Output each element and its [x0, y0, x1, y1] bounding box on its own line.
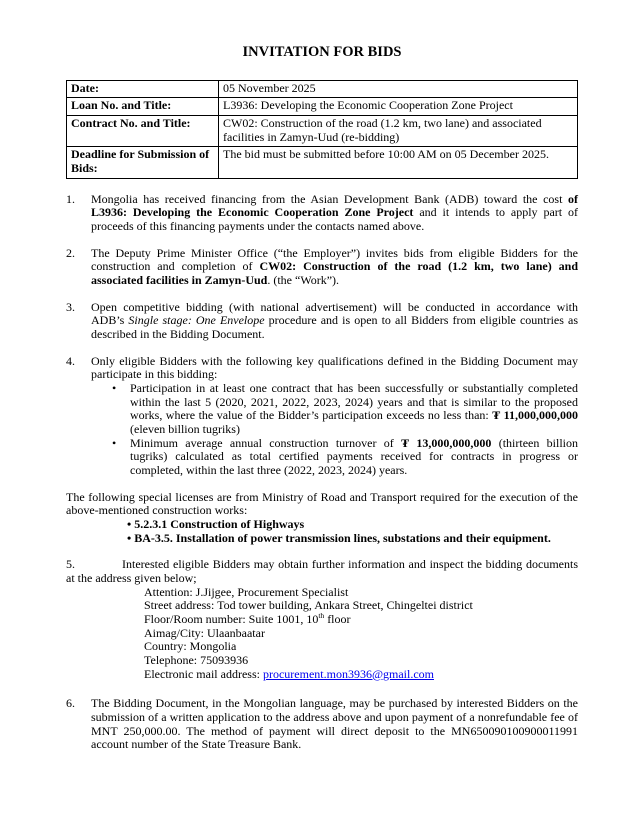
bullet-1-text: Participation in at least one contract that has been successfully or substantially completed within the last 5 (2020, 2021, 2022, 2023, 2024) years and that is similar to the proposed works, where the value of the Bidder’s participation exceeds no less than:: [130, 380, 578, 423]
bullet-2-amount: ₮ 13,000,000,000: [401, 435, 492, 450]
item-number-2: 2.: [66, 245, 75, 260]
row-value-loan: L3936: Developing the Economic Cooperation Zone Project: [219, 98, 578, 116]
row-label-loan: Loan No. and Title:: [67, 98, 219, 116]
paragraph-1-bold: of L3936: Developing the Economic Cooperation Zone Project: [91, 191, 578, 220]
qualification-bullet-2: [110, 437, 578, 478]
row-label-deadline: Deadline for Submission of Bids:: [67, 147, 219, 178]
paragraph-1: [66, 193, 578, 234]
table-row-date: [67, 80, 578, 98]
row-label-date: Date:: [67, 80, 219, 98]
paragraph-6: [66, 697, 578, 752]
table-row-loan: [67, 98, 578, 116]
row-value-date: 05 November 2025: [219, 80, 578, 98]
item-number-4: 4.: [66, 353, 75, 368]
email-label: Electronic mail address:: [144, 666, 263, 681]
address-line-floor: [144, 613, 578, 627]
address-line-phone: Telephone: 75093936: [144, 653, 249, 668]
floor-ordinal-suffix: th: [318, 611, 325, 621]
row-value-deadline: The bid must be submitted before 10:00 AM on 05 December 2025.: [219, 147, 578, 178]
paragraph-3-italic: Single stage: One Envelope: [128, 313, 265, 328]
license-item-1: [66, 518, 578, 532]
item-number-6: 6.: [66, 696, 75, 711]
paragraph-3-text-end: procedure and is open to all Bidders from eligible countries as described in the Bidding Document.: [91, 313, 578, 341]
bullet-2-text-end: (thirteen billion tugriks) calculated as total certified payments received for contracts in progress or completed, within the last three (2022, 2023, 2024) years.: [130, 435, 578, 477]
address-line-email: [144, 668, 578, 682]
paragraph-3-text: Open competitive bidding (with national advertisement) will be conducted in accordance with ADB’s: [91, 299, 578, 328]
qualification-bullet-1: [110, 382, 578, 437]
floor-text-end: floor: [324, 612, 351, 627]
address-block: [144, 586, 578, 682]
table-row-deadline: [67, 147, 578, 178]
table-row-contract: [67, 115, 578, 146]
floor-text: Floor/Room number: Suite 1001, 10: [144, 612, 319, 627]
bullet-1-amount: ₮ 11,000,000,000: [492, 408, 579, 423]
paragraph-5-text: Interested eligible Bidders may obtain further information and inspect the bidding documents at the address given below;: [66, 557, 578, 585]
licenses-intro: The following special licenses are from Ministry of Road and Transport required for the execution of the above-mentioned construction works:: [66, 489, 578, 518]
item-number-5: 5.: [66, 557, 75, 572]
address-line-city: Aimag/City: Ulaanbaatar: [144, 625, 265, 640]
paragraph-2-bold: CW02: Construction of the road (1.2 km, two lane) and associated facilities in Zamyn-Uud: [91, 259, 579, 287]
license-1-text: 5.2.3.1 Construction of Highways: [134, 516, 305, 531]
paragraph-3: [66, 301, 578, 342]
page-title: INVITATION FOR BIDS: [242, 44, 402, 60]
item-number-3: 3.: [66, 299, 75, 314]
paragraph-2-text-end: . (the “Work”).: [267, 272, 340, 287]
item-number-1: 1.: [66, 191, 75, 206]
email-link[interactable]: procurement.mon3936@gmail.com: [262, 666, 434, 681]
paragraph-5: [66, 558, 578, 585]
bullet-2-text: Minimum average annual construction turnover of: [130, 435, 402, 450]
row-value-contract: CW02: Construction of the road (1.2 km, two lane) and associated facilities in Zamyn-Uud (re-bidding): [219, 115, 578, 146]
license-2-text: BA-3.5. Installation of power transmission lines, substations and their equipment.: [134, 530, 551, 545]
paragraph-1-text: Mongolia has received financing from the Asian Development Bank (ADB) toward the cost: [91, 191, 568, 206]
paragraph-2-text: The Deputy Prime Minister Office (“the Employer”) invites bids from eligible Bidders for the construction and completion of: [91, 245, 578, 274]
license-item-2: [66, 532, 578, 546]
paragraph-4: [66, 355, 578, 478]
paragraph-6-text: The Bidding Document, in the Mongolian language, may be purchased by interested Bidders on the submission of a written application to the address above and upon payment of a nonrefundable fee of MNT 250,000.00. The method of payment will direct deposit to the MN650090100900011991 account number of the State Treasure Bank.: [91, 696, 578, 752]
bullet-1-text-end: (eleven billion tugriks): [130, 421, 240, 436]
bid-info-table: [66, 80, 578, 179]
paragraph-1-text-end: and it intends to apply part of proceeds of this financing payments under the contacts named above.: [91, 205, 578, 233]
address-line-country: Country: Mongolia: [144, 639, 237, 654]
paragraph-2: [66, 247, 578, 288]
paragraph-4-text: Only eligible Bidders with the following key qualifications defined in the Bidding Document may participate in this bidding:: [91, 353, 578, 382]
address-line-street: Street address: Tod tower building, Ankara Street, Chingeltei district: [144, 598, 473, 613]
address-line-attention: Attention: J.Jijgee, Procurement Specialist: [144, 584, 349, 599]
row-label-contract: Contract No. and Title:: [67, 115, 219, 146]
